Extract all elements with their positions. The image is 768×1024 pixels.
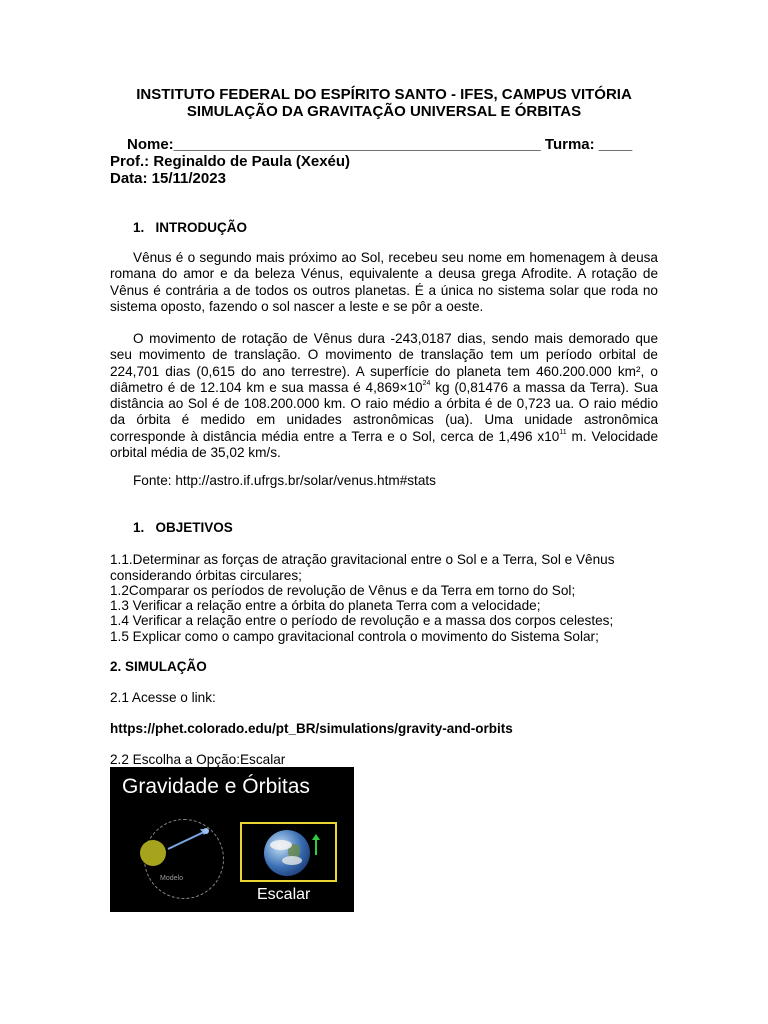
professor-line: Prof.: Reginaldo de Paula (Xexéu) [110,153,351,170]
objective-4: 1.4 Verificar a relação entre o período de revolução e a massa dos corpos celestes; [110,613,614,628]
intro-text-2a: O movimento de rotação de Vênus dura -243,0187 dias, sendo mais demorado que seu movimento de translação. O movimento de translação tem um período orbital de 224,701 dias (0,615 do ano terrestre). A superfície do planeta tem 460.200.000 km², o diâmetro é de 12.104 km e sua massa é 4,869×10 [110,331,658,395]
au-exponent: 11 [559,428,567,436]
objective-2: 1.2Comparar os períodos de revolução de Vênus e da Terra em torno do Sol; [110,583,576,598]
mass-exponent: 24 [422,379,431,387]
intro-text-2 [110,331,658,461]
green-arrow-icon [312,834,320,856]
earth-icon [264,830,310,876]
objectives-heading: 1. OBJETIVOS [133,520,233,535]
name-field[interactable]: Nome:____________________________________________ Turma: ____ [127,136,633,153]
simulation-link[interactable]: https://phet.colorado.edu/pt_BR/simulations/gravity-and-orbits [110,721,513,736]
intro-paragraph-2 [110,331,658,461]
step-2-2: 2.2 Escolha a Opção:Escalar [110,752,286,767]
intro-text-2c: m. Velocidade orbital média de 35,02 km/s. [110,428,658,461]
objective-3: 1.3 Verificar a relação entre a órbita do planeta Terra com a velocidade; [110,598,541,613]
source-line: Fonte: http://astro.if.ufrgs.br/solar/venus.htm#stats [133,473,436,488]
objective-5: 1.5 Explicar como o campo gravitacional controla o movimento do Sistema Solar; [110,629,599,644]
sun-icon [140,840,166,866]
sim-title: Gravidade e Órbitas [122,775,310,798]
objective-1: 1.1.Determinar as forças de atração gravitacional entre o Sol e a Terra, Sol e Vênus considerando órbitas circulares; [110,552,615,584]
document-title: SIMULAÇÃO DA GRAVITAÇÃO UNIVERSAL E ÓRBITAS [186,103,582,120]
scale-label: Escalar [257,886,311,903]
scale-option-box [240,822,337,882]
intro-text-1: Vênus é o segundo mais próximo ao Sol, recebeu seu nome em homenagem à deusa romana do amor e da beleza Vénus, equivalente a deusa grega Afrodite. A rotação de Vênus é contrária a de todos os outros planetas. É a única no sistema solar que roda no sistema oposto, fazendo o sol nascer a leste e se pôr a oeste. [110,250,658,314]
intro-heading: 1. INTRODUÇÃO [133,220,248,235]
simulation-screenshot [110,767,354,912]
institution-title: INSTITUTO FEDERAL DO ESPÍRITO SANTO - IFES, CAMPUS VITÓRIA [136,86,632,103]
simulation-heading: 2. SIMULAÇÃO [110,659,207,674]
date-line: Data: 15/11/2023 [110,170,226,187]
intro-text-2b: kg (0,81476 a massa da Terra). Sua distância ao Sol é de 108.200.000 km. O raio médio a órbita é de 0,723 ua. O raio médio da órbita é medido em unidades astronômicas (ua). Uma unidade astronômica corresponde à distância média entre a Terra e o Sol, cerca de 1,496 x10 [110,379,658,444]
intro-paragraph-1 [110,250,658,315]
step-2-1: 2.1 Acesse o link: [110,690,216,705]
model-label: Modelo [160,875,183,882]
